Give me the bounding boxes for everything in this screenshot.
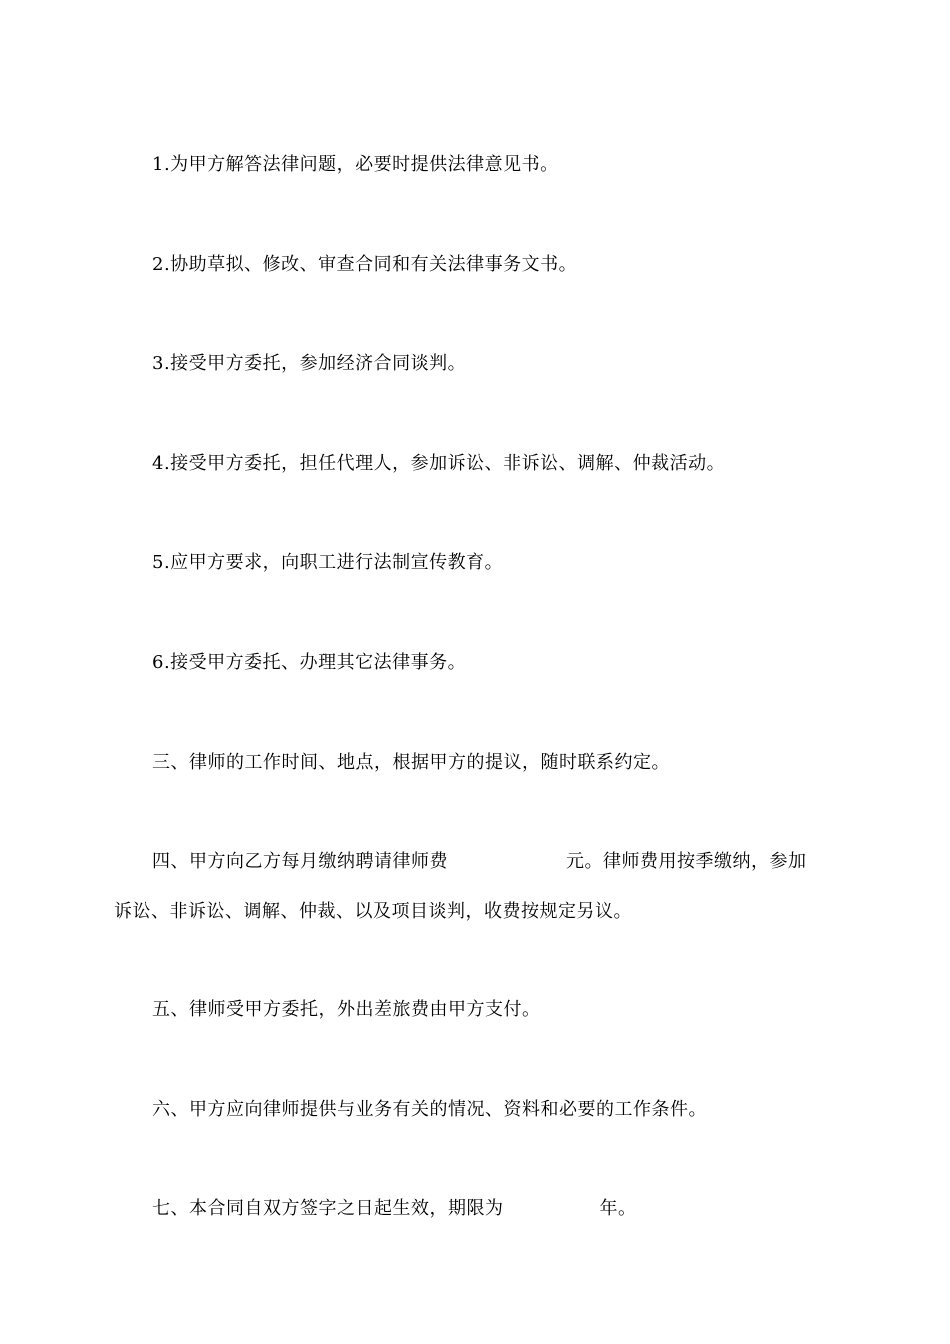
clause-5: 五、律师受甲方委托，外出差旅费由甲方支付。 — [152, 999, 541, 1020]
clause-7-part-1: 七、本合同自双方签字之日起生效，期限为 — [152, 1198, 504, 1219]
clause-4-part-1: 四、甲方向乙方每月缴纳聘请律师费 — [152, 851, 448, 872]
clause-3: 三、律师的工作时间、地点，根据甲方的提议，随时联系约定。 — [152, 752, 670, 773]
clause-7-part-2: 年。 — [599, 1198, 637, 1219]
service-item-5: 5.应甲方要求，向职工进行法制宣传教育。 — [152, 552, 504, 573]
service-item-2: 2.协助草拟、修改、审查合同和有关法律事务文书。 — [152, 254, 578, 275]
service-item-6: 6.接受甲方委托、办理其它法律事务。 — [152, 652, 467, 673]
service-item-4: 4.接受甲方委托，担任代理人，参加诉讼、非诉讼、调解、仲裁活动。 — [152, 453, 726, 474]
clause-7 — [152, 1197, 637, 1221]
clause-4-continuation: 诉讼、非诉讼、调解、仲裁、以及项目谈判，收费按规定另议。 — [114, 901, 632, 922]
clause-4-part-2: 元。律师费用按季缴纳，参加 — [566, 851, 807, 872]
service-item-3: 3.接受甲方委托，参加经济合同谈判。 — [152, 353, 467, 374]
clause-4 — [152, 850, 807, 874]
service-item-1: 1.为甲方解答法律问题，必要时提供法律意见书。 — [152, 154, 559, 175]
clause-6: 六、甲方应向律师提供与业务有关的情况、资料和必要的工作条件。 — [152, 1099, 707, 1120]
